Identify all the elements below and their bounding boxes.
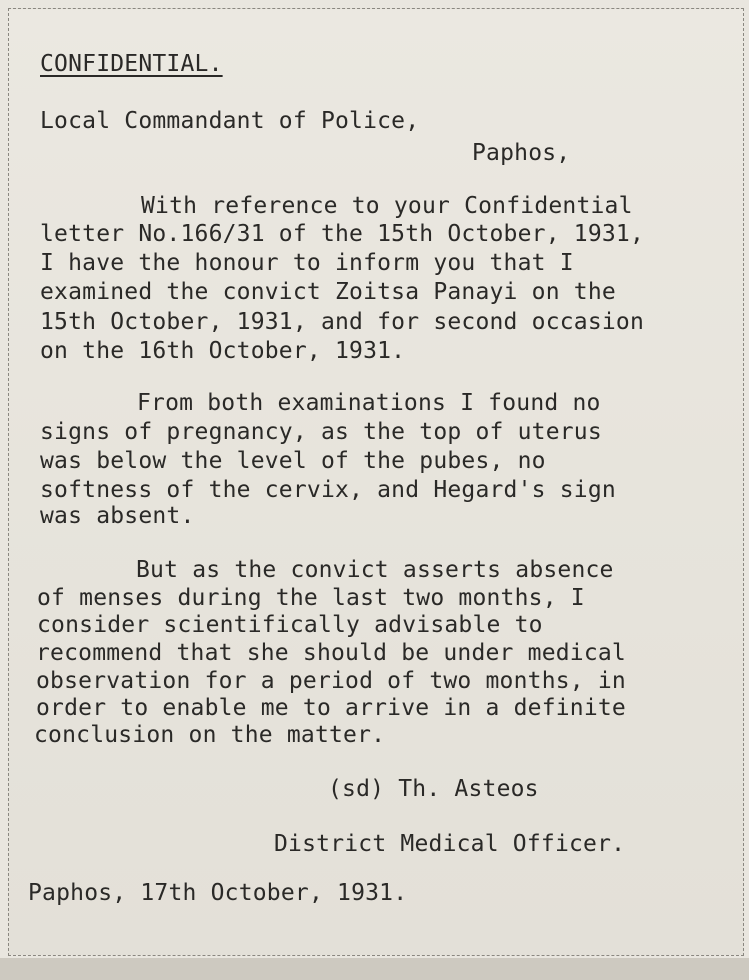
paragraph-1-line-1: With reference to your Confidential (141, 193, 633, 219)
signature-line: (sd) Th. Asteos (328, 776, 539, 802)
paragraph-3-line-2: of menses during the last two months, I (37, 585, 585, 611)
paragraph-1-line-2: letter No.166/31 of the 15th October, 1931, (40, 221, 645, 247)
paragraph-2-line-4: softness of the cervix, and Hegard's sign (40, 477, 616, 503)
date-line: Paphos, 17th October, 1931. (28, 880, 408, 906)
paragraph-1-line-3: I have the honour to inform you that I (40, 250, 574, 276)
paragraph-1-line-6: on the 16th October, 1931. (40, 338, 406, 364)
paragraph-2-line-3: was below the level of the pubes, no (40, 448, 546, 474)
paragraph-1-line-5: 15th October, 1931, and for second occasion (40, 309, 645, 335)
officer-title: District Medical Officer. (274, 831, 626, 857)
paragraph-1-line-4: examined the convict Zoitsa Panayi on the (40, 279, 616, 305)
addressee-line-1: Local Commandant of Police, (40, 108, 420, 134)
letter-sheet (8, 8, 744, 956)
addressee-line-2: Paphos, (472, 140, 571, 166)
paragraph-3-line-7: conclusion on the matter. (34, 722, 386, 748)
letter-heading: CONFIDENTIAL. (40, 51, 223, 77)
paragraph-3-line-6: order to enable me to arrive in a definite (36, 695, 626, 721)
paragraph-3-line-5: observation for a period of two months, in (36, 668, 626, 694)
paragraph-2-line-1: From both examinations I found no (137, 390, 601, 416)
paragraph-3-line-1: But as the convict asserts absence (136, 557, 614, 583)
paragraph-2-line-5: was absent. (40, 503, 195, 529)
paragraph-3-line-4: recommend that she should be under medical (36, 640, 626, 666)
page-bottom-edge (0, 958, 749, 980)
paragraph-2-line-2: signs of pregnancy, as the top of uterus (40, 419, 602, 445)
paragraph-3-line-3: consider scientifically advisable to (37, 612, 543, 638)
